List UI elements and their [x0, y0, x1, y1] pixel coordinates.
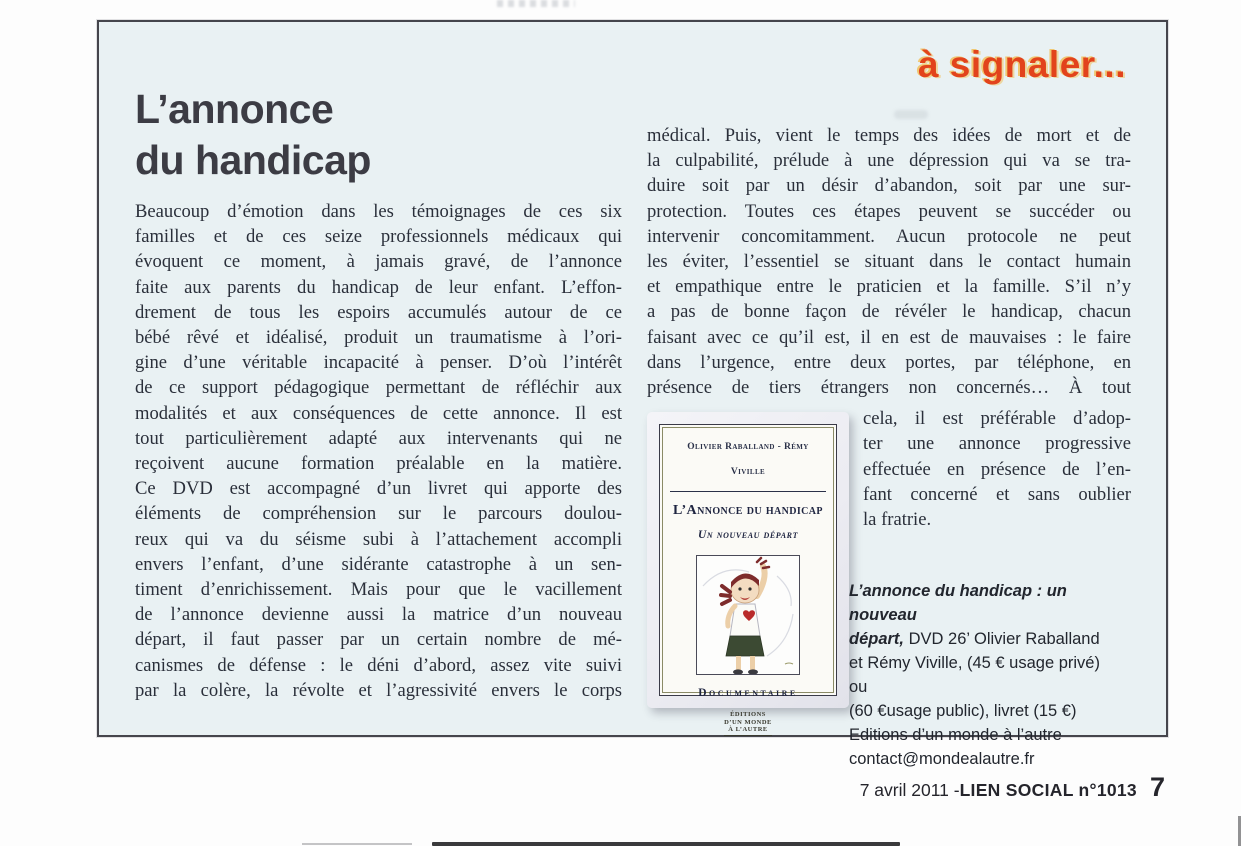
text-line: de l’annonce devienne aussi la matrice d’un nouveau [135, 604, 622, 626]
text-line: évoquent ce moment, à jamais gravé, de l’annonce [135, 251, 622, 273]
footer-journal-name: LIEN SOCIAL n°1013 [959, 780, 1137, 800]
text-line: médical. Puis, vient le temps des idées de mort et de [647, 125, 1131, 146]
text-line: envers l’enfant, d’une sidérante catastrophe à un sen- [135, 553, 622, 575]
text-line: protection. Toutes ces étapes peuvent se succéder ou [647, 200, 1131, 222]
article-title [135, 84, 595, 186]
caption-line2-rest: DVD 26’ Olivier Raballand [904, 630, 1100, 649]
dvd-subtitle: Un nouveau départ [697, 528, 799, 541]
article-title-line2: du handicap [135, 137, 371, 183]
caption-email: contact@mondealautre.fr [849, 750, 1035, 769]
text-line: reçoivent aucune formation préalable en la matière. [135, 453, 622, 475]
dvd-genre: Documentaire [698, 687, 798, 700]
scan-artifact-bottom-faint [302, 843, 412, 845]
text-line: tout particulièrement adapté aux intervenants qui ne [135, 427, 622, 449]
text-line: canismes de défense : le déni d’abord, assez vite suivi [135, 654, 622, 676]
caption-line5: Editions d’un monde à l’autre [849, 726, 1062, 745]
image-and-wrap-text-row [647, 402, 1131, 771]
article-left-column [135, 199, 622, 703]
text-line: dans l’urgence, entre deux portes, par téléphone, en [647, 351, 1131, 373]
section-label: à signaler... [917, 44, 1126, 85]
text-line: gine d’une véritable incapacité à penser. D’où l’intérêt [135, 352, 622, 374]
girl-illustration [696, 555, 800, 675]
text-line: familles et de ces seize professionnels médicaux qui [135, 226, 622, 248]
text-line: éléments de compréhension sur le parcours doulou- [135, 503, 622, 525]
dvd-caption [849, 579, 1117, 771]
text-line: Beaucoup d’émotion dans les témoignages de ces six [135, 201, 622, 222]
publisher-line3: À L’AUTRE [728, 726, 768, 734]
text-line: intervenir concomitamment. Aucun protocole ne peut [647, 225, 1131, 247]
text-line: drement de tous les espoirs accumulés autour de ce [135, 301, 622, 323]
text-line: faisant avec ce qu’il est, il en est de mauvaises : le faire [647, 326, 1131, 348]
text-line: Ce DVD est accompagné d’un livret qui apporte des [135, 478, 622, 500]
article-wrap-lines [863, 406, 1131, 532]
text-line: bébé rêvé et idéalisé, produit un traumatisme à l’ori- [135, 327, 622, 349]
dvd-cover-card [659, 424, 837, 734]
publisher-line2: D’UN MONDE [724, 718, 772, 726]
scan-artifact-top [497, 0, 575, 7]
wrap-right-block [849, 402, 1131, 771]
text-line: a pas de bonne façon de révéler le handicap, chacun [647, 301, 1131, 323]
caption-title-part2: départ, [849, 630, 905, 649]
article-panel [97, 20, 1168, 769]
caption-line4: (60 €usage public), livret (15 €) [849, 702, 1077, 721]
caption-line3: et Rémy Viville, (45 € usage privé) ou [849, 654, 1100, 697]
publisher-line1: ÉDITIONS [730, 711, 766, 719]
text-line: ter une annonce progressive [863, 433, 1131, 455]
dvd-authors: Olivier Raballand - Rémy Viville [670, 435, 826, 491]
article-right-column-full [647, 123, 1131, 400]
scan-artifact-smudge [894, 110, 928, 119]
text-line: faite aux parents du handicap de leur enfant. L’effon- [135, 276, 622, 298]
text-line: modalités et aux conséquences de cette annonce. Il est [135, 402, 622, 424]
page-footer [860, 772, 1165, 803]
footer-date: 7 avril 2011 - [859, 780, 960, 800]
caption-title-part1: L’annonce du handicap : un nouveau [849, 582, 1067, 625]
text-line: les éviter, l’essentiel se situant dans le contact humain [647, 251, 1131, 273]
text-line: de ce support pédagogique permettant de réfléchir aux [135, 377, 622, 399]
text-line: la fratrie. [863, 509, 932, 531]
text-line: départ, il faut passer par un certain nombre de mé- [135, 629, 622, 651]
scan-artifact-bottom-bar [432, 842, 900, 846]
text-line: présence de tiers étrangers non concernés… À tout [647, 377, 1131, 399]
text-line: fant concerné et sans oublier [863, 483, 1131, 505]
article-right-column [647, 123, 1131, 771]
text-line: par la colère, la révolte et l’agressivité envers le corps [135, 679, 622, 701]
text-line: reux qui va du séisme subi à l’attachement accompli [135, 528, 622, 550]
text-line: et empathique entre le praticien et la famille. S’il n’y [647, 276, 1131, 298]
text-line: effectuée en présence de l’en- [863, 458, 1131, 480]
text-line: duire soit par un désir d’abandon, soit par une sur- [647, 175, 1131, 197]
dvd-cover-photo [647, 412, 849, 734]
dvd-title: L’Annonce du handicap [673, 502, 823, 518]
text-line: la culpabilité, prélude à une dépression qui va se tra- [647, 150, 1131, 172]
text-line: cela, il est préférable d’adop- [863, 408, 1131, 430]
article-title-line1: L’annonce [135, 86, 334, 132]
text-line: timent d’enrichissement. Mais pour que le vacillement [135, 579, 622, 601]
footer-page-number: 7 [1149, 772, 1165, 802]
dvd-publisher-logo [724, 711, 772, 736]
